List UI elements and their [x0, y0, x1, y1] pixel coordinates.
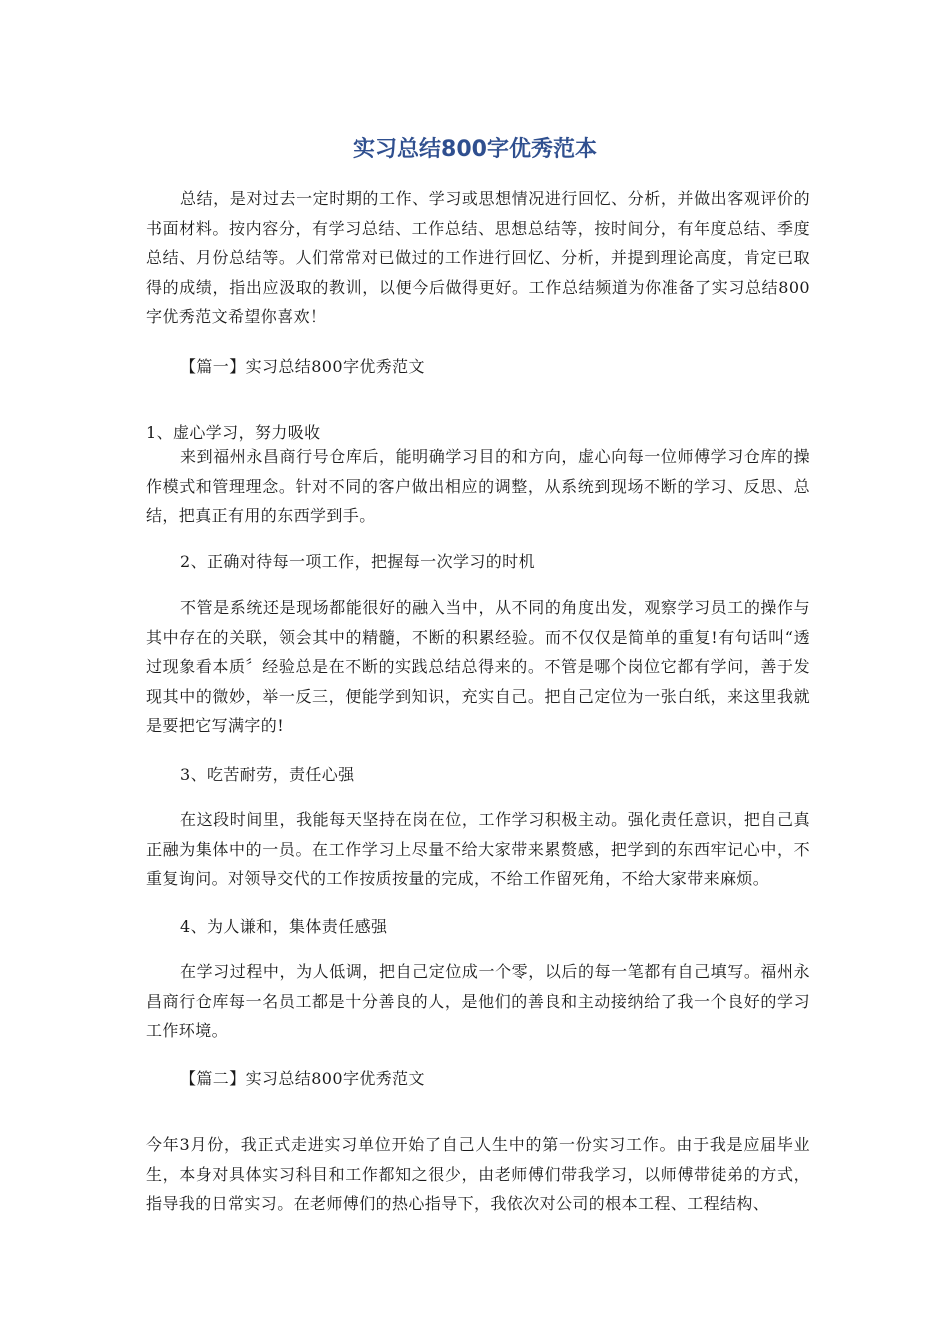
section3-heading: 3、吃苦耐劳，责任心强: [180, 765, 355, 784]
section4-body: 在学习过程中，为人低调，把自己定位成一个零，以后的每一笔都有自己填写。福州永昌商行仓库每一名员工都是十分善良的人，是他们的善良和主动接纳给了我一个良好的学习工作环境。: [146, 962, 810, 1040]
section4-heading: 4、为人谦和，集体责任感强: [180, 917, 388, 936]
section2-body: 不管是系统还是现场都能很好的融入当中，从不同的角度出发，观察学习员工的操作与其中存在的关联，领会其中的精髓，不断的积累经验。而不仅仅是简单的重复!有句话叫“透过现象看本质〞经验总是在不断的实践总结总得来的。不管是哪个岗位它都有学问，善于发现其中的微妙，举一反三，便能学到知识，充实自己。把自己定位为一张白纸，来这里我就是要把它写满字的!: [146, 598, 810, 735]
section3-body: 在这段时间里，我能每天坚持在岗在位，工作学习积极主动。强化责任意识，把自己真正融为集体中的一员。在工作学习上尽量不给大家带来累赘感，把学到的东西牢记心中，不重复询问。对领导交代的工作按质按量的完成，不给工作留死角，不给大家带来麻烦。: [146, 810, 810, 888]
section1-body: 来到福州永昌商行号仓库后，能明确学习目的和方向，虚心向每一位师傅学习仓库的操作模式和管理理念。针对不同的客户做出相应的调整，从系统到现场不断的学习、反思、总结，把真正有用的东西学到手。: [146, 447, 810, 525]
intro-paragraph: 总结，是对过去一定时期的工作、学习或思想情况进行回忆、分析，并做出客观评价的书面材料。按内容分，有学习总结、工作总结、思想总结等，按时间分，有年度总结、季度总结、月份总结等。人们常常对已做过的工作进行回忆、分析，并提到理论高度，肯定已取得的成绩，指出应汲取的教训，以便今后做得更好。工作总结频道为你准备了实习总结800字优秀范文希望你喜欢！: [146, 189, 810, 326]
section1-heading: 1、虚心学习，努力吸收: [146, 423, 321, 442]
part1-heading: 【篇一】实习总结800字优秀范文: [180, 357, 425, 376]
section2-heading: 2、正确对待每一项工作，把握每一次学习的时机: [180, 552, 535, 571]
part2-body: 今年3月份，我正式走进实习单位开始了自己人生中的第一份实习工作。由于我是应届毕业生，本身对具体实习科目和工作都知之很少，由老师傅们带我学习，以师傅带徒弟的方式，指导我的日常实习。在老师傅们的热心指导下，我依次对公司的根本工程、工程结构、: [146, 1135, 810, 1213]
part2-heading: 【篇二】实习总结800字优秀范文: [180, 1069, 425, 1088]
document-title: 实习总结800字优秀范本: [353, 137, 597, 162]
